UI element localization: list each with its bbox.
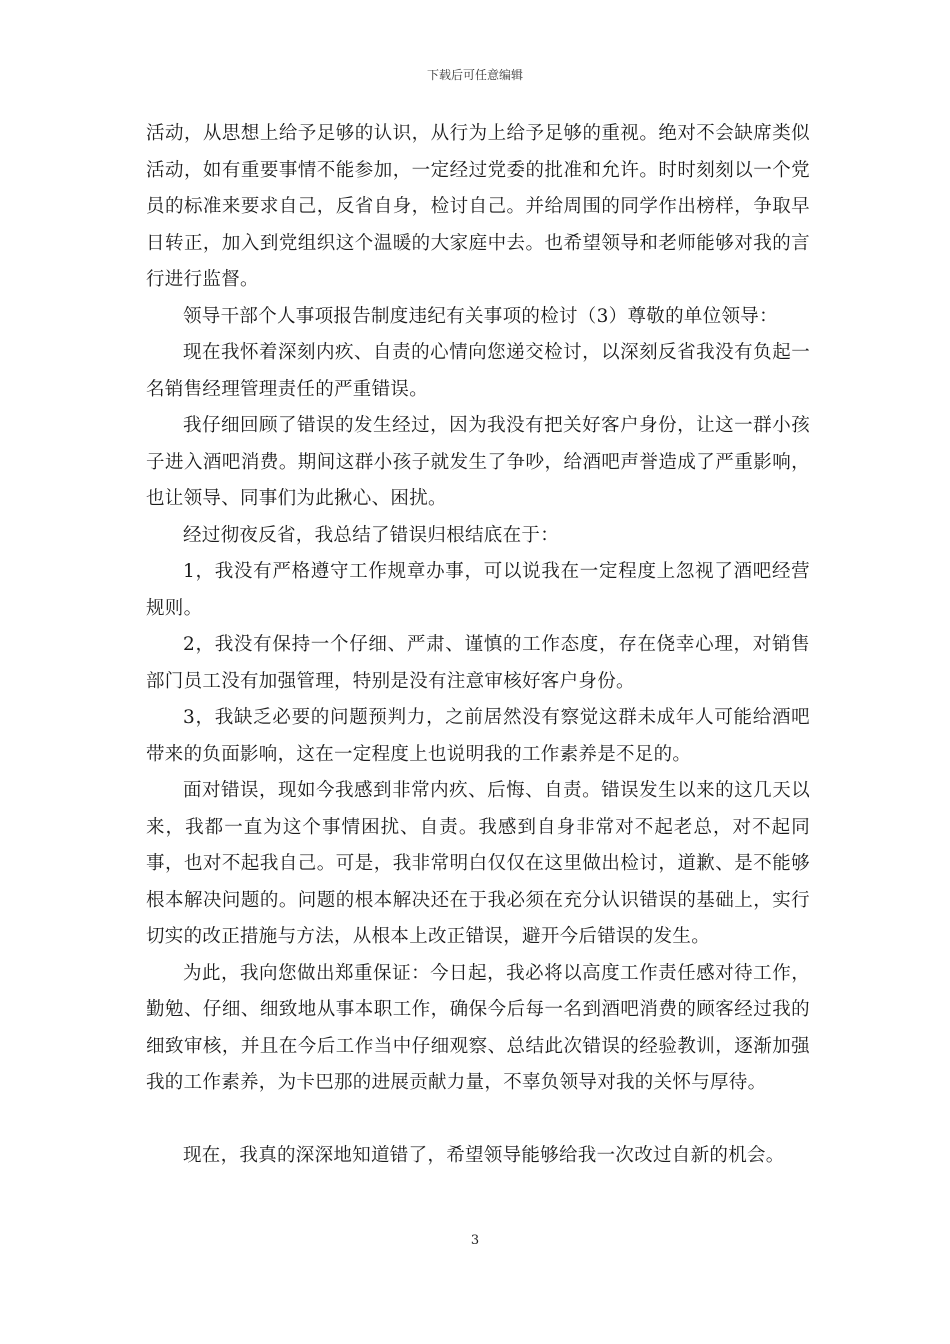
page-number: 3 [470,1233,480,1248]
paragraph-summary-intro: 经过彻夜反省，我总结了错误归根结底在于： [183,524,560,546]
paragraph-closing: 现在，我真的深深地知道错了，希望领导能够给我一次改过自新的机会。 [183,1144,785,1166]
paragraph-reflection: 面对错误，现如今我感到非常内疚、后悔、自责。错误发生以来的这几天以来，我都一直为这个事情困扰、自责。我感到自身非常对不起老总，对不起同事，也对不起我自己。可是，我非常明白仅仅在这里做出检讨，道歉、是不能够根本解决问题的。问题的根本解决还在于我必须在充分认识错误的基础上，实行切实的改正措施与方法，从根本上改正错误，避开今后错误的发生。 [146,780,810,947]
document-body [146,116,810,1174]
paragraph-continuation: 活动，从思想上给予足够的认识，从行为上给予足够的重视。绝对不会缺席类似活动，如有重要事情不能参加，一定经过党委的批准和允许。时时刻刻以一个党员的标准来要求自己，反省自身，检讨自己。并给周围的同学作出榜样，争取早日转正，加入到党组织这个温暖的大家庭中去。也希望领导和老师能够对我的言行进行监督。 [146,123,810,290]
page-header: 下载后可任意编辑 [426,68,523,82]
paragraph-review: 我仔细回顾了错误的发生经过，因为我没有把关好客户身份，让这一群小孩子进入酒吧消费。期间这群小孩子就发生了争吵，给酒吧声誉造成了严重影响，也让领导、同事们为此揪心、困扰。 [146,415,810,509]
paragraph-opening: 现在我怀着深刻内疚、自责的心情向您递交检讨，以深刻反省我没有负起一名销售经理管理责任的严重错误。 [146,342,810,400]
paragraph-point-1: 1，我没有严格遵守工作规章办事，可以说我在一定程度上忽视了酒吧经营规则。 [146,561,810,619]
paragraph-point-2: 2，我没有保持一个仔细、严肃、谨慎的工作态度，存在侥幸心理，对销售部门员工没有加强管理，特别是没有注意审核好客户身份。 [146,634,810,692]
paragraph-point-3: 3，我缺乏必要的问题预判力，之前居然没有察觉这群未成年人可能给酒吧带来的负面影响，这在一定程度上也说明我的工作素养是不足的。 [146,707,810,765]
paragraph-guarantee: 为此，我向您做出郑重保证：今日起，我必将以高度工作责任感对待工作，勤勉、仔细、细致地从事本职工作，确保今后每一名到酒吧消费的顾客经过我的细致审核，并且在今后工作当中仔细观察、总结此次错误的经验教训，逐渐加强我的工作素养，为卡巴那的进展贡献力量，不辜负领导对我的关怀与厚待。 [146,962,810,1093]
paragraph-title-salutation: 领导干部个人事项报告制度违纪有关事项的检讨（3）尊敬的单位领导： [183,305,778,327]
